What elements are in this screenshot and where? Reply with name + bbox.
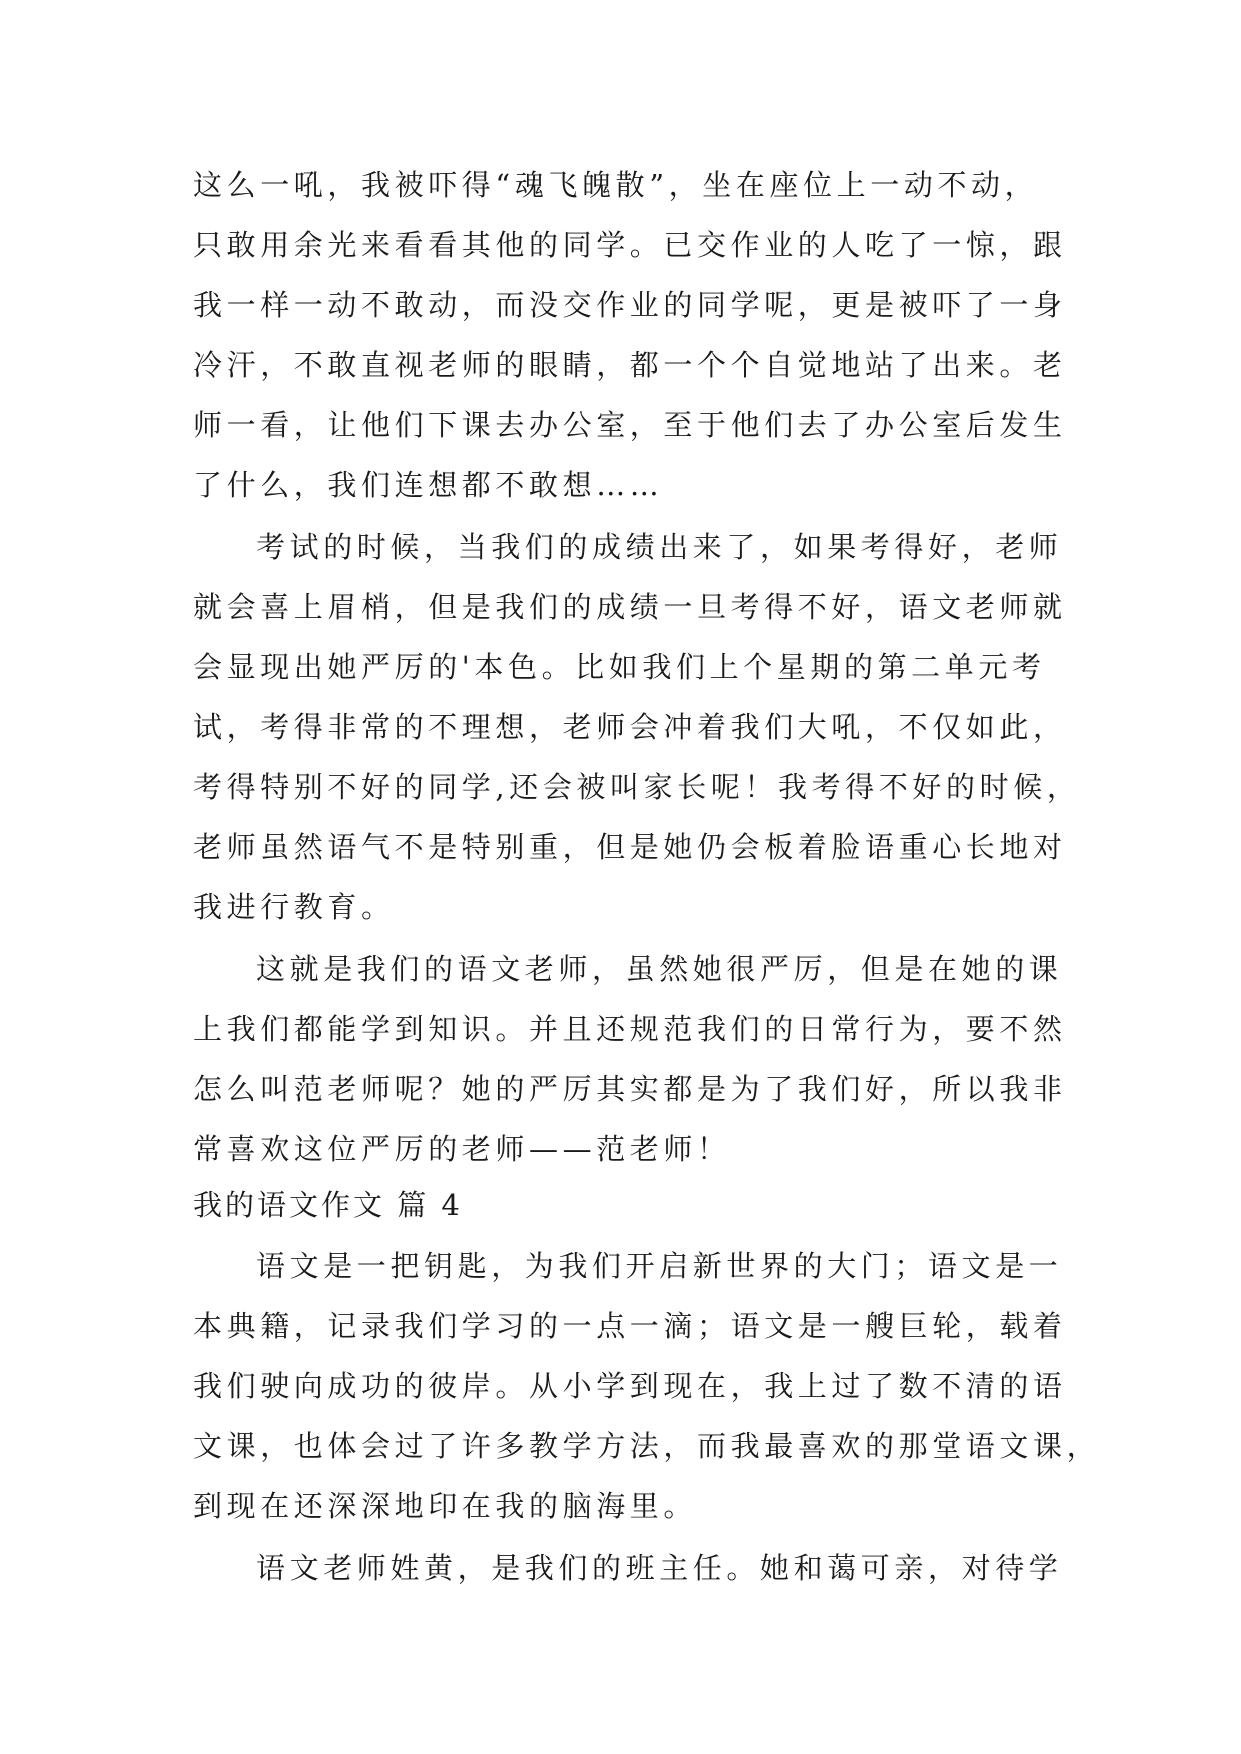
paragraph-line: 常喜欢这位严厉的老师——范老师！	[193, 1132, 731, 1166]
paragraph-line: 考试的时候，当我们的成绩出来了，如果考得好，老师	[256, 530, 1063, 564]
paragraph-line: 本典籍，记录我们学习的一点一滴；语文是一艘巨轮，载着	[193, 1309, 1067, 1343]
paragraph-line: 考得特别不好的同学,还会被叫家长呢！我考得不好的时候，	[193, 770, 1081, 804]
paragraph-line: 这么一吼，我被吓得“魂飞魄散”，坐在座位上一动不动，	[193, 168, 1039, 202]
paragraph-line: 了什么，我们连想都不敢想……	[193, 468, 664, 502]
paragraph-line: 师一看，让他们下课去办公室，至于他们去了办公室后发生	[193, 408, 1067, 442]
paragraph-line: 到现在还深深地印在我的脑海里。	[193, 1489, 698, 1523]
paragraph-line: 只敢用余光来看看其他的同学。已交作业的人吃了一惊，跟	[193, 228, 1067, 262]
paragraph-line: 语文是一把钥匙，为我们开启新世界的大门；语文是一	[256, 1249, 1063, 1283]
paragraph-line: 就会喜上眉梢，但是我们的成绩一旦考得不好，语文老师就	[193, 590, 1067, 624]
paragraph-line: 语文老师姓黄，是我们的班主任。她和蔼可亲，对待学	[256, 1551, 1063, 1585]
paragraph-line: 怎么叫范老师呢？她的严厉其实都是为了我们好，所以我非	[193, 1072, 1067, 1106]
paragraph-line: 文课，也体会过了许多教学方法，而我最喜欢的那堂语文课，	[193, 1429, 1101, 1463]
paragraph-line: 冷汗，不敢直视老师的眼睛，都一个个自觉地站了出来。老	[193, 348, 1067, 382]
paragraph-line: 老师虽然语气不是特别重，但是她仍会板着脸语重心长地对	[193, 830, 1067, 864]
paragraph-line: 试，考得非常的不理想，老师会冲着我们大吼，不仅如此，	[193, 710, 1067, 744]
paragraph-line: 我们驶向成功的彼岸。从小学到现在，我上过了数不清的语	[193, 1369, 1067, 1403]
paragraph-line: 上我们都能学到知识。并且还规范我们的日常行为，要不然	[193, 1012, 1067, 1046]
paragraph-line: 我进行教育。	[193, 890, 395, 924]
paragraph-line: 会显现出她严厉的'本色。比如我们上个星期的第二单元考	[193, 650, 1046, 684]
paragraph-line: 这就是我们的语文老师，虽然她很严厉，但是在她的课	[256, 952, 1063, 986]
paragraph-line: 我一样一动不敢动，而没交作业的同学呢，更是被吓了一身	[193, 288, 1067, 322]
section-heading: 我的语文作文 篇 4	[193, 1188, 463, 1222]
